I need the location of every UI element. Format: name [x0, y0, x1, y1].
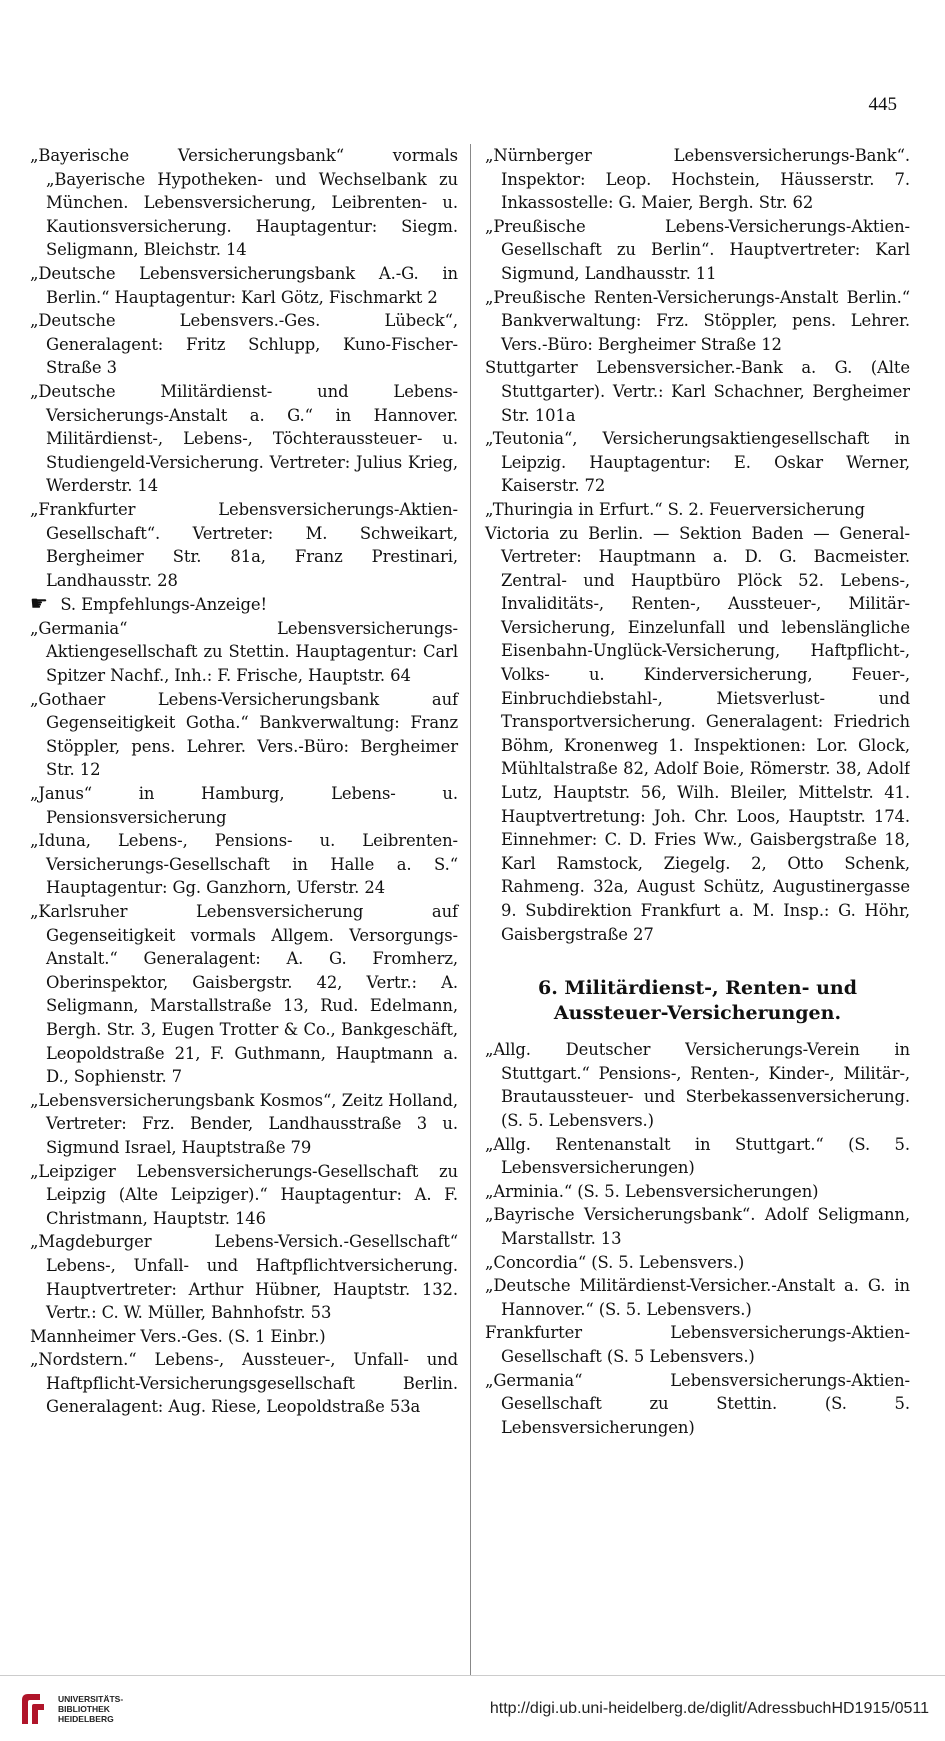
directory-entry: „Deutsche Lebensversicherungsbank A.-G. in Berlin.“ Hauptagentur: Karl Götz, Fischmarkt 2	[30, 263, 458, 307]
directory-entry: „Germania“ Lebensversicherungs-Aktiengesellschaft zu Stettin. Hauptagentur: Carl Spitzer Nachf., Inh.: F. Frische, Hauptstr. 64	[30, 618, 458, 686]
directory-entry: „Preußische Renten-Versicherungs-Anstalt Berlin.“ Bankverwaltung: Frz. Stöppler, pens. Lehrer. Vers.-Büro: Bergheimer Straße 12	[485, 287, 910, 354]
library-logo-text: UNIVERSITÄTS- BIBLIOTHEK HEIDELBERG	[58, 1693, 124, 1724]
right-column	[470, 144, 910, 1684]
directory-entry: „Deutsche Lebensvers.-Ges. Lübeck“, Generalagent: Fritz Schlupp, Kuno-Fischer-Straße 3	[30, 311, 458, 378]
directory-entry: „Karlsruher Lebensversicherung auf Gegenseitigkeit vormals Allgem. Versorgungs-Anstalt.“ Generalagent: A. G. Fromherz, Oberinspektor, Gaisbergstr. 42, Vertr.: A. Seligmann, Marstallstraße 13, Rud. Edelmann, Bergh. Str. 3, Eugen Trotter & Co., Bankgeschäft, Leopoldstraße 21, F. Guthmann, Hauptmann a. D., Sophienstr. 7	[30, 902, 458, 1087]
directory-entry: Stuttgarter Lebensversicher.-Bank a. G. (Alte Stuttgarter). Vertr.: Karl Schachner, Bergheimer Str. 101a	[485, 358, 910, 425]
left-column	[30, 144, 470, 1684]
directory-entry: „Nordstern.“ Lebens-, Aussteuer-, Unfall- und Haftpflicht-Versicherungsgesellschaft Berlin. Generalagent: Aug. Riese, Leopoldstraße 53a	[30, 1350, 458, 1417]
directory-entry: „Frankfurter Lebensversicherungs-Aktien-Gesellschaft“. Vertreter: M. Schweikart, Bergheimer Str. 81a, Franz Prestinari, Landhausstr. 28	[30, 499, 458, 590]
directory-entry: Mannheimer Vers.-Ges. (S. 1 Einbr.)	[30, 1326, 326, 1346]
directory-entry: „Allg. Rentenanstalt in Stuttgart.“ (S. 5. Lebensversicherungen)	[485, 1134, 910, 1178]
right-column-bottom	[485, 1038, 910, 1439]
library-logo	[16, 1689, 123, 1729]
section-heading: 6. Militärdienst-, Renten- und Aussteuer-Versicherungen.	[537, 977, 857, 1025]
directory-entry: „Germania“ Lebensversicherungs-Aktien-Gesellschaft zu Stettin. (S. 5. Lebensversicherungen)	[485, 1370, 910, 1437]
directory-entry: „Nürnberger Lebensversicherungs-Bank“. Inspektor: Leop. Hochstein, Häusserstr. 7. Inkassostelle: G. Maier, Bergh. Str. 62	[485, 146, 910, 213]
directory-entry: „Bayerische Versicherungsbank“ vormals „Bayerische Hypotheken- und Wechselbank zu München. Lebensversicherung, Leibrenten- u. Kautionsversicherung. Hauptagentur: Siegm. Seligmann, Bleichstr. 14	[30, 146, 458, 260]
directory-entry: „Thuringia in Erfurt.“ S. 2. Feuerversicherung	[485, 499, 865, 519]
page-number: 445	[868, 94, 897, 115]
directory-entry: „Teutonia“, Versicherungsaktiengesellschaft in Leipzig. Hauptagentur: E. Oskar Werner, Kaiserstr. 72	[485, 429, 910, 496]
directory-entry: „Arminia.“ (S. 5. Lebensversicherungen)	[485, 1181, 819, 1201]
directory-columns	[30, 144, 910, 1684]
directory-entry: „Preußische Lebens-Versicherungs-Aktien-Gesellschaft zu Berlin“. Hauptvertreter: Karl Sigmund, Landhausstr. 11	[485, 216, 910, 283]
library-seal-icon	[16, 1689, 50, 1729]
directory-entry: „Deutsche Militärdienst-Versicher.-Anstalt a. G. in Hannover.“ (S. 5. Lebensvers.)	[485, 1276, 910, 1319]
directory-entry: „Concordia“ (S. 5. Lebensvers.)	[485, 1252, 745, 1272]
directory-entry: „Iduna, Lebens-, Pensions- u. Leibrenten-Versicherungs-Gesellschaft in Halle a. S.“ Hauptagentur: Gg. Ganzhorn, Uferstr. 24	[30, 831, 458, 898]
directory-entry: „Gothaer Lebens-Versicherungsbank auf Gegenseitigkeit Gotha.“ Bankverwaltung: Franz Stöppler, pens. Lehrer. Vers.-Büro: Bergheimer Str. 12	[30, 689, 458, 780]
right-column-top	[485, 144, 910, 946]
directory-entry: Victoria zu Berlin. — Sektion Baden — General-Vertreter: Hauptmann a. D. G. Bacmeister. Zentral- und Hauptbüro Plöck 52. Lebens-, Invaliditäts-, Renten-, Aussteuer-, Militär-Versicherung, Einzelunfall und lebenslängliche Eisenbahn-Unglück-Versicherung, Haftpflicht-, Volks- u. Kinderversicherung, Feuer-, Einbruchdiebstahl-, Mietsverlust- und Transportversicherung. Generalagent: Friedrich Böhm, Kronenweg 1. Inspektionen: Lor. Glock, Mühltalstraße 82, Adolf Boie, Römerstr. 38, Adolf Lutz, Hauptstr. 56, Wilh. Bleiler, Mittelstr. 41. Hauptvertretung: Joh. Chr. Loos, Hauptstr. 174. Einnehmer: C. D. Fries Ww., Gaisbergstraße 18, Karl Ramstock, Ziegelg. 2, Otto Schenk, Rahmeng. 32a, August Schütz, Augustinergasse 9. Subdirektion Frankfurt a. M. Insp.: G. Höhr, Gaisbergstraße 27	[485, 523, 910, 944]
directory-entry: „Bayrische Versicherungsbank“. Adolf Seligmann, Marstallstr. 13	[485, 1205, 910, 1248]
directory-entry: „Allg. Deutscher Versicherungs-Verein in Stuttgart.“ Pensions-, Renten-, Kinder-, Militär-, Brautaussteuer- und Sterbekassenversicherung. (S. 5. Lebensvers.)	[485, 1040, 910, 1130]
directory-entry: „Leipziger Lebensversicherungs-Gesellschaft zu Leipzig (Alte Leipziger).“ Hauptagentur: A. F. Christmann, Hauptstr. 146	[30, 1161, 458, 1228]
directory-entry: „Magdeburger Lebens-Versich.-Gesellschaft“ Lebens-, Unfall- und Haftpflichtversicherung. Hauptvertreter: Arthur Hübner, Hauptstr. 132. Vertr.: C. W. Müller, Bahnhofstr. 53	[30, 1232, 458, 1323]
directory-entry: „Janus“ in Hamburg, Lebens- u. Pensionsversicherung	[30, 784, 458, 827]
source-url-link[interactable]: http://digi.ub.uni-heidelberg.de/diglit/AdressbuchHD1915/0511	[489, 1699, 929, 1717]
directory-entry: „Lebensversicherungsbank Kosmos“, Zeitz Holland, Vertreter: Frz. Bender, Landhausstraße 3 u. Sigmund Israel, Hauptstraße 79	[30, 1090, 458, 1157]
directory-entry: „Deutsche Militärdienst- und Lebens-Versicherungs-Anstalt a. G.“ in Hannover. Militärdienst-, Lebens-, Töchteraussteuer- u. Studiengeld-Versicherung. Vertreter: Julius Krieg, Werderstr. 14	[30, 381, 458, 496]
directory-entry: ☛ S. Empfehlungs-Anzeige!	[30, 592, 458, 617]
directory-entry: Frankfurter Lebensversicherungs-Aktien-Gesellschaft (S. 5 Lebensvers.)	[485, 1323, 910, 1366]
page-footer	[0, 1675, 945, 1741]
